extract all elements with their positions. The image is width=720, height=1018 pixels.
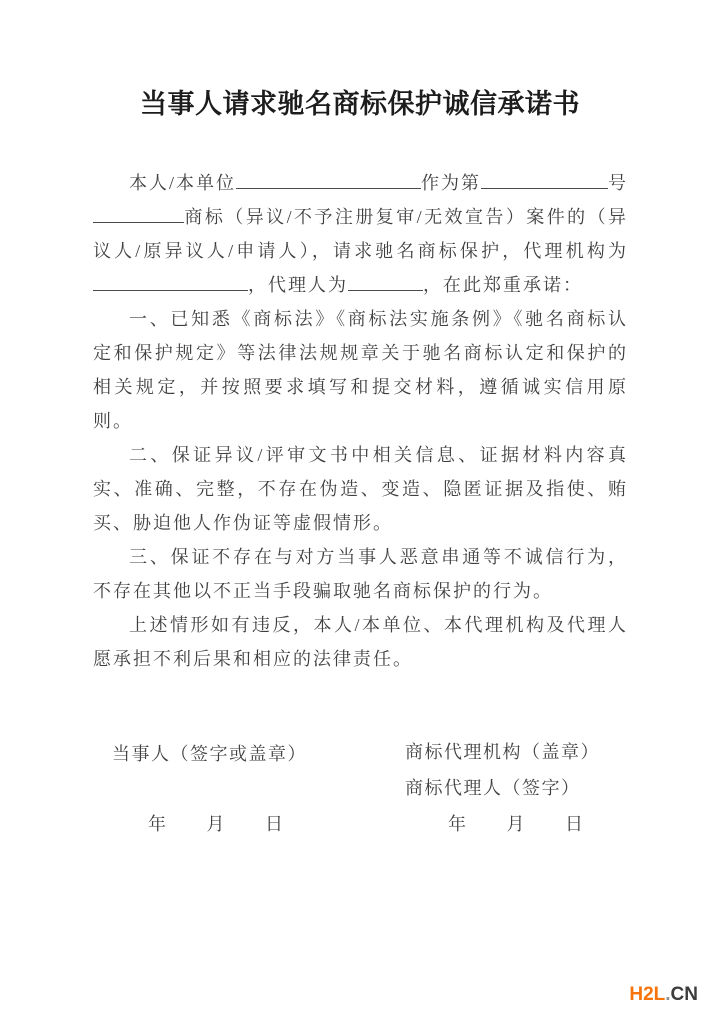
agent-signature-label: 商标代理人（签字） <box>405 778 581 798</box>
intro-text: 号 <box>608 173 629 193</box>
date-line-right: 年 月 日 <box>448 814 585 834</box>
watermark-secondary: CN <box>670 984 698 1005</box>
intro-text: 作为第 <box>421 173 482 193</box>
blank-field <box>93 204 184 223</box>
intro-paragraph <box>93 166 628 302</box>
blank-field <box>236 170 421 189</box>
party-signature-label: 当事人（签字或盖章） <box>112 744 307 764</box>
agency-seal-label: 商标代理机构（盖章） <box>405 742 600 762</box>
watermark-primary: H2L <box>629 984 666 1005</box>
clause-paragraph-2: 二、保证异议/评审文书中相关信息、证据材料内容真实、准确、完整，不存在伪造、变造、隐匿证据及指使、贿买、胁迫他人作伪证等虚假情形。 <box>93 445 628 533</box>
blank-field <box>348 272 423 291</box>
date-line-left: 年 月 日 <box>148 814 285 834</box>
blank-field <box>481 170 608 189</box>
closing-paragraph: 上述情形如有违反，本人/本单位、本代理机构及代理人愿承担不利后果和相应的法律责任。 <box>93 615 628 669</box>
intro-text: ，在此郑重承诺： <box>423 275 583 295</box>
intro-text: 商标（异议/不予注册复审/无效宣告）案件的（异议人/原异议人/申请人），请求驰名商标保护，代理机构为 <box>93 207 628 261</box>
intro-text: ，代理人为 <box>248 275 348 295</box>
blank-field <box>93 272 248 291</box>
watermark-dot: . <box>665 984 671 1005</box>
document-body <box>93 166 628 676</box>
intro-text: 本人/本单位 <box>129 173 237 193</box>
clause-paragraph-3: 三、保证不存在与对方当事人恶意串通等不诚信行为，不存在其他以不正当手段骗取驰名商标保护的行为。 <box>93 547 628 601</box>
document-title: 当事人请求驰名商标保护诚信承诺书 <box>140 89 580 119</box>
site-watermark <box>629 985 698 1004</box>
clause-paragraph-1: 一、已知悉《商标法》《商标法实施条例》《驰名商标认定和保护规定》等法律法规规章关于驰名商标认定和保护的相关规定，并按照要求填写和提交材料，遵循诚实信用原则。 <box>93 309 628 431</box>
